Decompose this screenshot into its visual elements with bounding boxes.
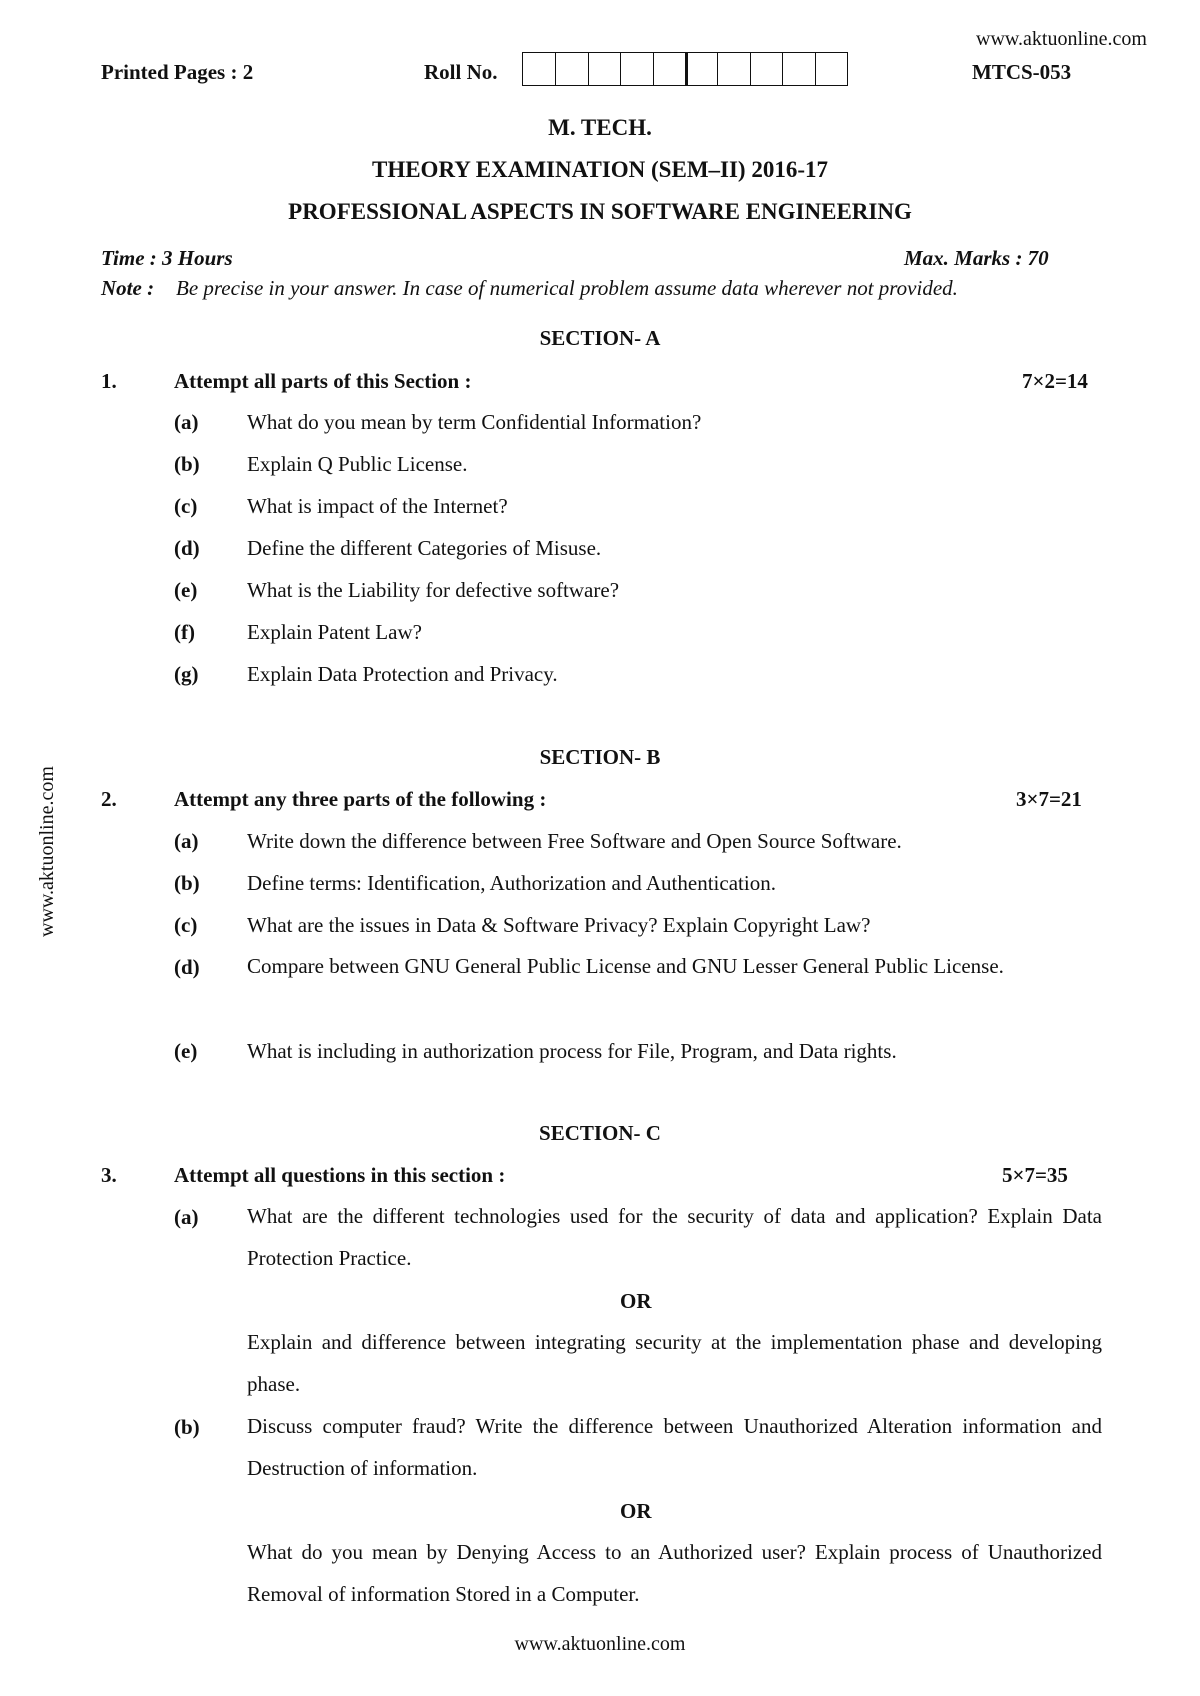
degree-title: M. TECH. bbox=[548, 115, 652, 140]
roll-no-label: Roll No. bbox=[424, 60, 498, 84]
item-text: Discuss computer fraud? Write the difference between Unauthorized Alteration information and Destruction of information. bbox=[247, 1414, 1102, 1480]
item-label: (f) bbox=[174, 620, 195, 644]
item-alt-text: Explain and difference between integrating security at the implementation phase and developing phase. bbox=[247, 1330, 1102, 1396]
item-label: (c) bbox=[174, 913, 198, 937]
question-instruction: Attempt all questions in this section : bbox=[174, 1163, 506, 1187]
item-text: Explain Data Protection and Privacy. bbox=[247, 662, 558, 686]
note-label: Note : bbox=[101, 276, 155, 300]
item-label: (d) bbox=[174, 955, 200, 979]
section-a-heading: SECTION- A bbox=[539, 326, 661, 350]
item-label: (b) bbox=[174, 1415, 200, 1439]
item-label: (g) bbox=[174, 662, 199, 686]
question-instruction: Attempt any three parts of the following : bbox=[174, 787, 547, 811]
watermark-top: www.aktuonline.com bbox=[976, 28, 1147, 50]
question-instruction: Attempt all parts of this Section : bbox=[174, 369, 472, 393]
roll-no-boxes bbox=[522, 52, 848, 86]
roll-box bbox=[653, 53, 685, 85]
exam-title: THEORY EXAMINATION (SEM–II) 2016-17 bbox=[371, 157, 828, 182]
question-marks: 5×7=35 bbox=[1002, 1163, 1068, 1187]
item-text: Define terms: Identification, Authorization and Authentication. bbox=[247, 871, 776, 895]
roll-box bbox=[588, 53, 620, 85]
item-text: Compare between GNU General Public License and GNU Lesser General Public License. bbox=[247, 954, 1004, 978]
item-text: What is impact of the Internet? bbox=[247, 494, 508, 518]
item-text: What are the different technologies used for the security of data and application? Explain Data Protection Practice. bbox=[247, 1204, 1102, 1270]
watermark-side: www.aktuonline.com bbox=[36, 766, 58, 937]
item-text: What do you mean by term Confidential Information? bbox=[247, 410, 702, 434]
item-text: What are the issues in Data & Software Privacy? Explain Copyright Law? bbox=[247, 913, 871, 937]
or-divider: OR bbox=[620, 1289, 652, 1313]
item-text: Define the different Categories of Misuse. bbox=[247, 536, 602, 560]
roll-box bbox=[620, 53, 652, 85]
roll-box bbox=[555, 53, 587, 85]
item-label: (a) bbox=[174, 1205, 199, 1229]
question-number: 1. bbox=[101, 369, 117, 393]
item-text: Explain Patent Law? bbox=[247, 620, 422, 644]
watermark-bottom: www.aktuonline.com bbox=[514, 1633, 686, 1655]
roll-box bbox=[523, 53, 555, 85]
paper-code: MTCS-053 bbox=[972, 60, 1072, 84]
item-text: Explain Q Public License. bbox=[247, 452, 468, 476]
section-c-heading: SECTION- C bbox=[539, 1121, 661, 1145]
or-divider: OR bbox=[620, 1499, 652, 1523]
printed-pages: Printed Pages : 2 bbox=[101, 60, 254, 84]
item-label: (a) bbox=[174, 829, 199, 853]
item-label: (c) bbox=[174, 494, 198, 518]
subject-title: PROFESSIONAL ASPECTS IN SOFTWARE ENGINEERING bbox=[288, 199, 912, 224]
item-text: What is including in authorization process for File, Program, and Data rights. bbox=[247, 1039, 897, 1063]
item-label: (b) bbox=[174, 871, 200, 895]
question-number: 3. bbox=[101, 1163, 117, 1187]
question-number: 2. bbox=[101, 787, 117, 811]
roll-box bbox=[685, 53, 717, 85]
item-label: (d) bbox=[174, 536, 200, 560]
question-marks: 3×7=21 bbox=[1016, 787, 1082, 811]
question-marks: 7×2=14 bbox=[1022, 369, 1088, 393]
item-alt-text: What do you mean by Denying Access to an Authorized user? Explain process of Unauthorized Removal of information Stored in a Computer. bbox=[247, 1540, 1102, 1606]
item-label: (b) bbox=[174, 452, 200, 476]
section-b-heading: SECTION- B bbox=[539, 745, 661, 769]
item-label: (a) bbox=[174, 410, 199, 434]
item-text: What is the Liability for defective software? bbox=[247, 578, 620, 602]
item-label: (e) bbox=[174, 1039, 198, 1063]
roll-box bbox=[750, 53, 782, 85]
max-marks: Max. Marks : 70 bbox=[904, 246, 1049, 270]
item-label: (e) bbox=[174, 578, 198, 602]
item-text: Write down the difference between Free Software and Open Source Software. bbox=[247, 829, 902, 853]
roll-box bbox=[815, 53, 847, 85]
roll-box bbox=[782, 53, 814, 85]
note-text: Be precise in your answer. In case of numerical problem assume data wherever not provided. bbox=[176, 276, 958, 300]
roll-box bbox=[717, 53, 749, 85]
time-label: Time : 3 Hours bbox=[101, 246, 233, 270]
